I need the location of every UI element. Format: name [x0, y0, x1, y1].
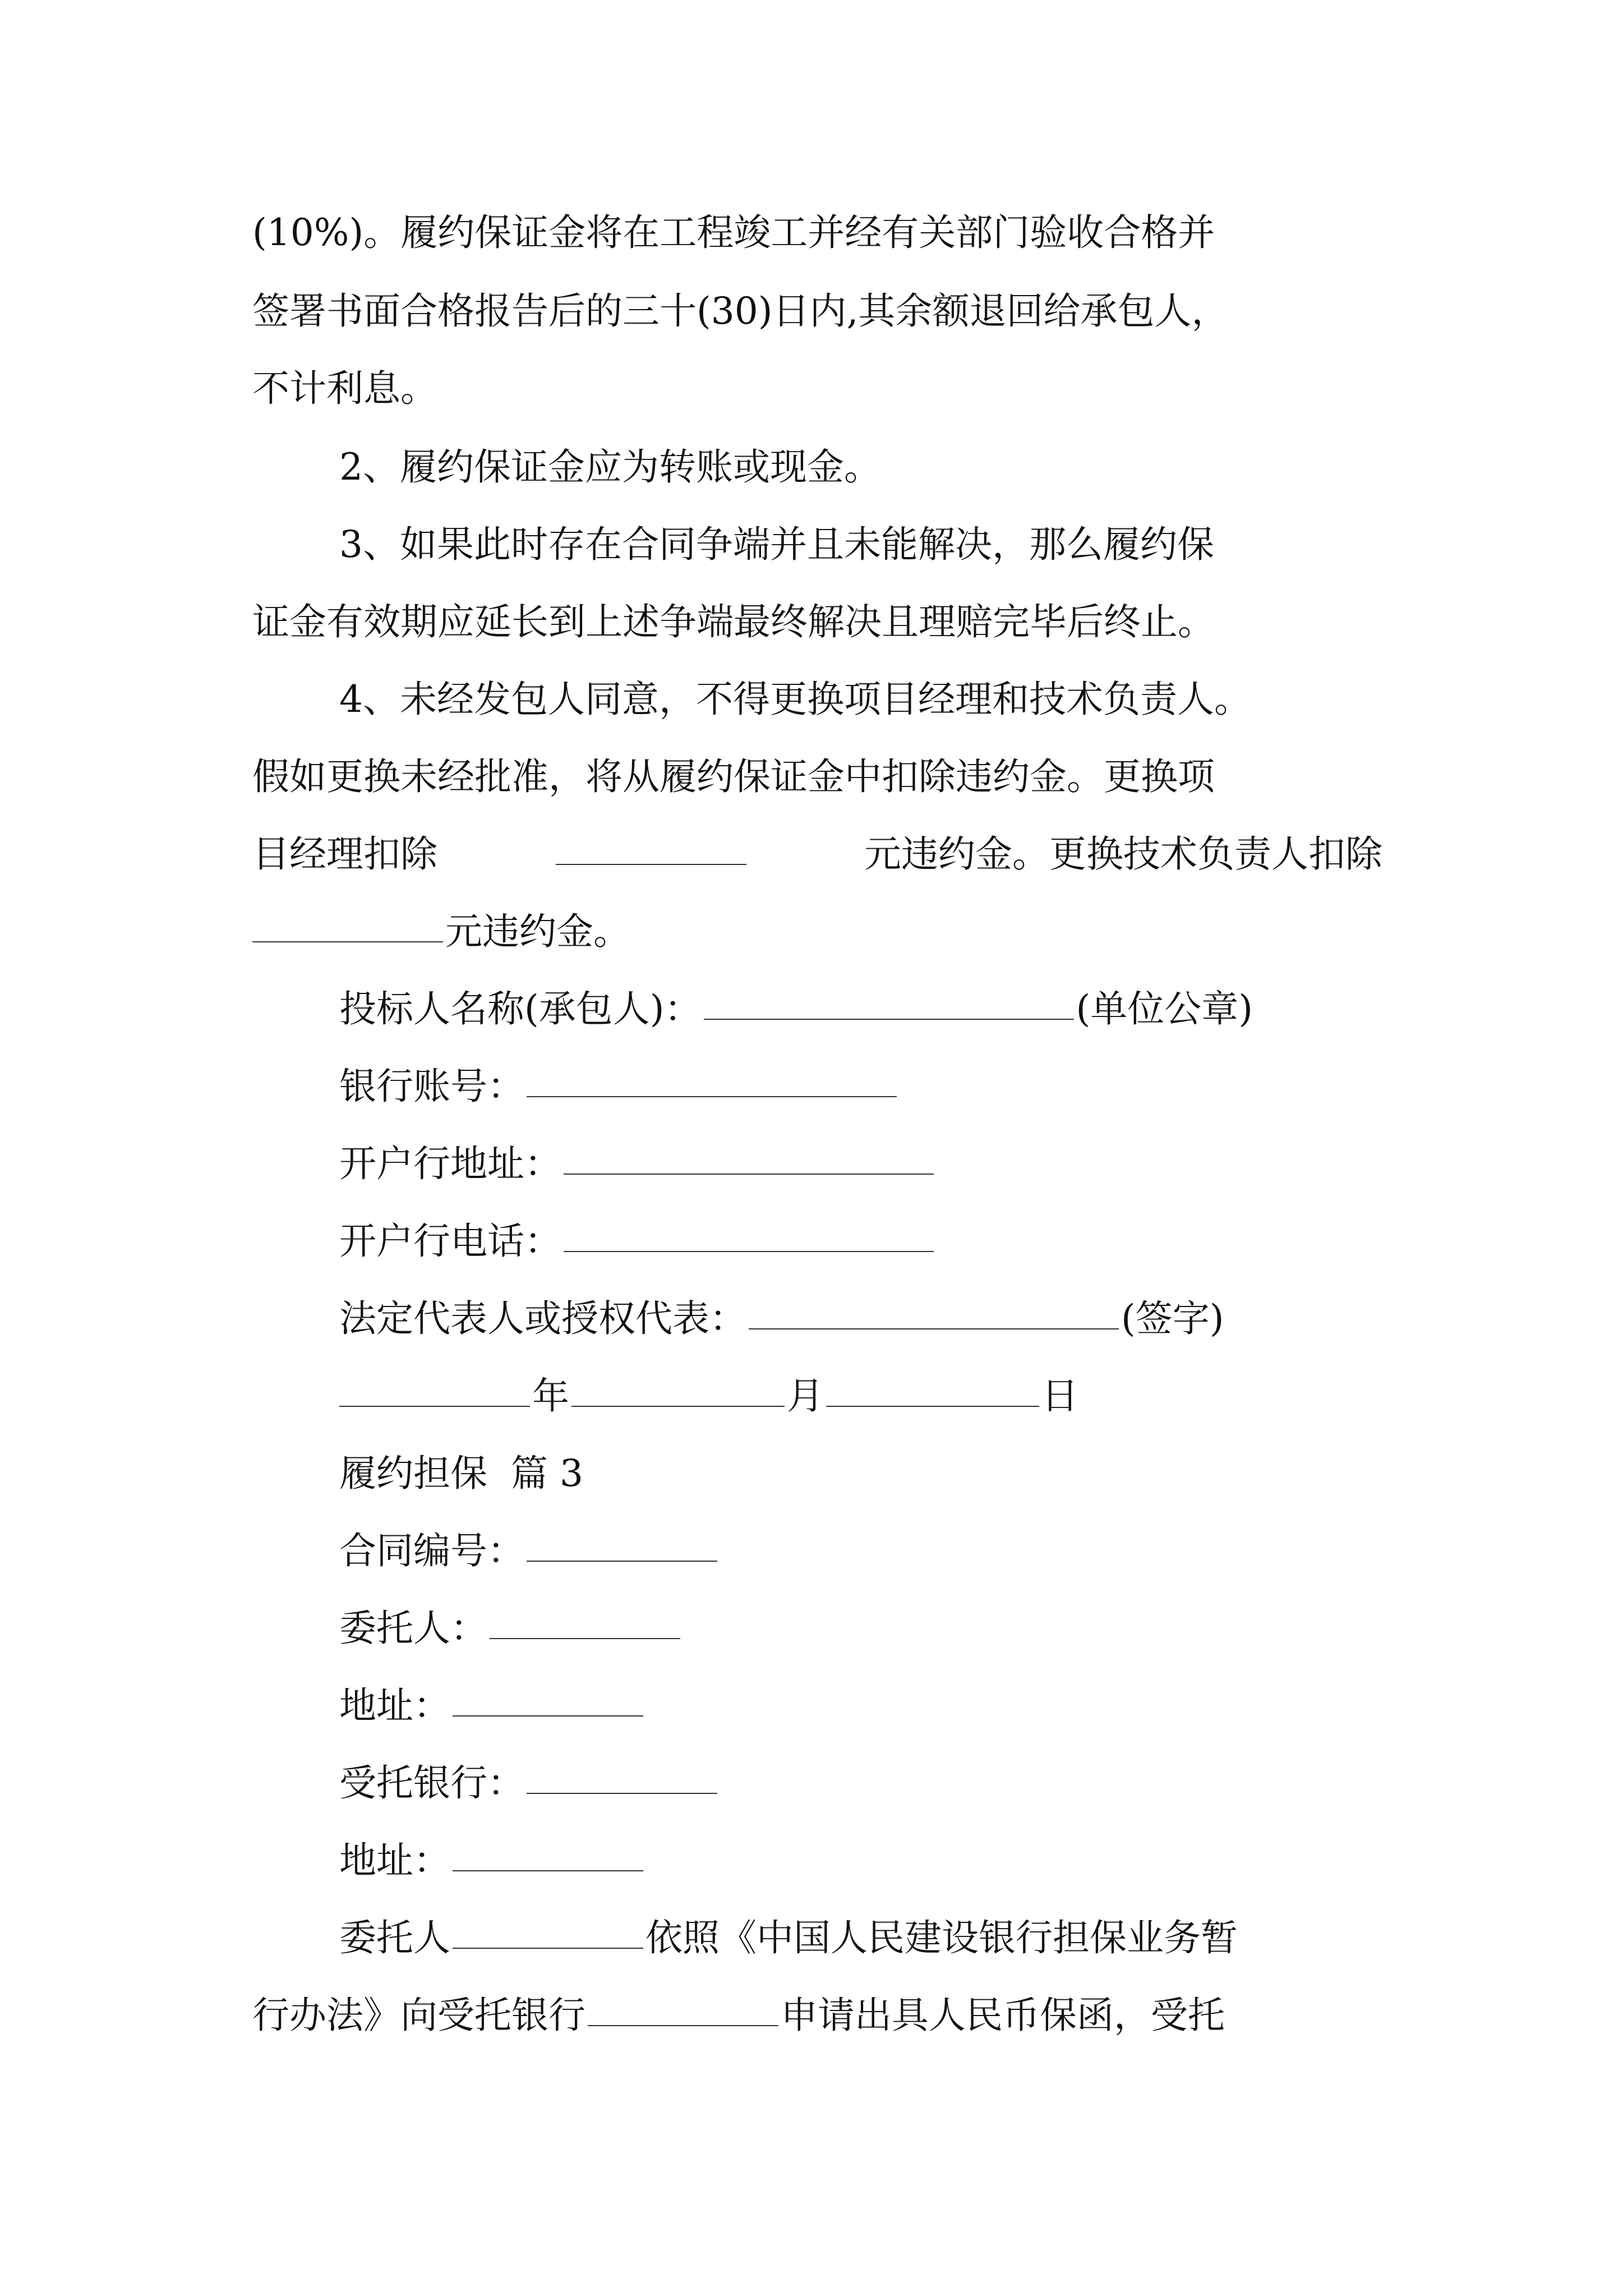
- date-year-blank: [339, 1371, 530, 1407]
- para3-line2: 证金有效期应延长到上述争端最终解决且理赔完毕后终止。: [252, 600, 1215, 643]
- bank-account-blank: [527, 1061, 897, 1097]
- bank-address-line: [339, 1139, 936, 1189]
- para2-line1: 2、履约保证金应为转账或现金。: [339, 445, 881, 489]
- bank-phone-label: 开户行电话：: [339, 1220, 561, 1263]
- bidder-line: [339, 984, 1253, 1034]
- bidder-blank: [704, 984, 1074, 1020]
- date-day-label: 日: [1041, 1374, 1078, 1418]
- para1-line2: 签署书面合格报告后的三十(30)日内,其余额退回给承包人，: [252, 289, 1229, 333]
- contract-no-label: 合同编号：: [339, 1529, 524, 1572]
- trust-bank-address-label: 地址：: [339, 1839, 450, 1882]
- para3-line1: 3、如果此时存在合同争端并且未能解决，那么履约保: [339, 523, 1214, 566]
- trust-bank-blank: [527, 1758, 717, 1794]
- para4-line1: 4、未经发包人同意，不得更换项目经理和技术负责人。: [339, 678, 1251, 721]
- para1-line3: 不计利息。: [252, 367, 437, 410]
- client-address-blank: [453, 1681, 643, 1717]
- para4-line3-part1: 目经理扣除: [252, 832, 437, 876]
- bank-account-line: [339, 1061, 899, 1112]
- date-month-blank: [571, 1371, 785, 1407]
- representative-blank: [749, 1294, 1119, 1329]
- penalty-amount-blank-1: [556, 829, 746, 865]
- para4-line2: 假如更换未经批准，将从履约保证金中扣除违约金。更换项: [252, 755, 1215, 798]
- section3-bank-blank: [588, 1990, 778, 2026]
- para4-line3: [252, 829, 1382, 880]
- bidder-label: 投标人名称(承包人)：: [339, 987, 702, 1030]
- para1-line1: (10%)。履约保证金将在工程竣工并经有关部门验收合格并: [252, 211, 1215, 254]
- date-day-blank: [826, 1371, 1039, 1407]
- para4-line3-part2: 元违约金。更换技术负责人扣除: [864, 832, 1382, 876]
- para4-line4-text: 元违约金。: [445, 910, 630, 953]
- client-address-line: [339, 1681, 645, 1731]
- bidder-suffix: (单位公章): [1076, 987, 1253, 1030]
- contract-no-blank: [527, 1526, 717, 1562]
- bank-phone-blank: [564, 1216, 934, 1252]
- bank-address-blank: [564, 1139, 934, 1175]
- section3-body-line1-part2: 依照《中国人民建设银行担保业务暂: [645, 1916, 1238, 1959]
- date-line: [339, 1371, 1078, 1421]
- client-label: 委托人：: [339, 1607, 487, 1650]
- representative-label: 法定代表人或授权代表：: [339, 1297, 746, 1340]
- bank-account-label: 银行账号：: [339, 1065, 524, 1108]
- trust-bank-address-line: [339, 1835, 645, 1886]
- section3-body-line2: [252, 1990, 1225, 2041]
- section3-body-line2-part1: 行办法》向受托银行: [252, 1994, 585, 2037]
- representative-line: [339, 1294, 1224, 1344]
- trust-bank-address-blank: [453, 1835, 643, 1871]
- para4-line4: [252, 907, 630, 957]
- date-month-label: 月: [787, 1374, 824, 1418]
- penalty-amount-blank-2: [252, 907, 443, 942]
- client-line: [339, 1603, 683, 1654]
- bank-address-label: 开户行地址：: [339, 1142, 561, 1185]
- representative-suffix: (签字): [1121, 1297, 1224, 1340]
- section3-client-blank: [453, 1913, 643, 1949]
- date-year-label: 年: [532, 1374, 569, 1418]
- trust-bank-line: [339, 1758, 720, 1809]
- trust-bank-label: 受托银行：: [339, 1761, 524, 1805]
- section3-body-line1-part1: 委托人: [339, 1916, 450, 1959]
- client-address-label: 地址：: [339, 1684, 450, 1727]
- section3-body-line1: [339, 1913, 1238, 1963]
- client-blank: [490, 1603, 680, 1639]
- section3-body-line2-part2: 申请出具人民币保函，受托: [781, 1994, 1225, 2037]
- bank-phone-line: [339, 1216, 936, 1267]
- section3-heading: 履约担保 篇 3: [339, 1452, 583, 1495]
- contract-no-line: [339, 1526, 720, 1576]
